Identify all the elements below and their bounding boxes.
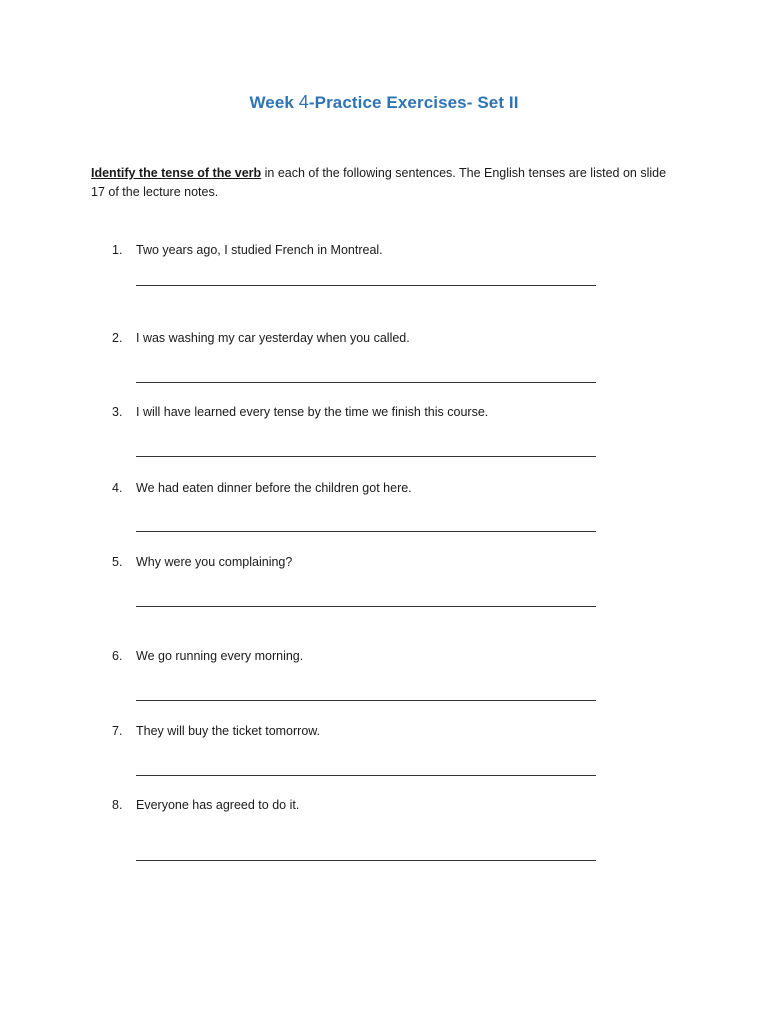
question-text: Why were you complaining? bbox=[136, 555, 293, 569]
answer-line-1[interactable] bbox=[136, 285, 596, 286]
answer-line-6[interactable] bbox=[136, 700, 596, 701]
title-suffix: -Practice Exercises- Set II bbox=[308, 93, 519, 112]
instructions bbox=[91, 164, 681, 202]
question-number: 6. bbox=[112, 649, 123, 663]
question-number: 4. bbox=[112, 481, 123, 495]
answer-line-3[interactable] bbox=[136, 456, 596, 457]
answer-line-7[interactable] bbox=[136, 775, 596, 776]
question-2 bbox=[112, 330, 410, 346]
instructions-text: in each of the following sentences. The English tenses are listed on slide 17 of the lecture notes. bbox=[91, 166, 667, 199]
question-text: We go running every morning. bbox=[136, 649, 304, 663]
question-text: They will buy the ticket tomorrow. bbox=[136, 724, 321, 738]
title-week-number: 4 bbox=[298, 92, 309, 112]
question-7 bbox=[112, 723, 320, 739]
question-text: I was washing my car yesterday when you called. bbox=[136, 331, 410, 345]
question-number: 8. bbox=[112, 798, 123, 812]
question-number: 5. bbox=[112, 555, 123, 569]
question-text: We had eaten dinner before the children got here. bbox=[136, 481, 412, 495]
question-number: 1. bbox=[112, 243, 123, 257]
answer-line-5[interactable] bbox=[136, 606, 596, 607]
answer-line-2[interactable] bbox=[136, 382, 596, 383]
instructions-emphasis: Identify the tense of the verb bbox=[91, 166, 262, 180]
question-text: Two years ago, I studied French in Montreal. bbox=[136, 243, 383, 257]
question-5 bbox=[112, 554, 292, 570]
question-1 bbox=[112, 242, 383, 258]
question-4 bbox=[112, 480, 412, 496]
answer-line-8[interactable] bbox=[136, 860, 596, 861]
title-prefix: Week bbox=[249, 93, 299, 112]
question-number: 2. bbox=[112, 331, 123, 345]
question-6 bbox=[112, 648, 303, 664]
question-8 bbox=[112, 797, 299, 813]
question-number: 7. bbox=[112, 724, 123, 738]
question-3 bbox=[112, 404, 488, 420]
question-text: I will have learned every tense by the time we finish this course. bbox=[136, 405, 489, 419]
answer-line-4[interactable] bbox=[136, 531, 596, 532]
page-title bbox=[0, 92, 768, 113]
question-text: Everyone has agreed to do it. bbox=[136, 798, 300, 812]
question-number: 3. bbox=[112, 405, 123, 419]
